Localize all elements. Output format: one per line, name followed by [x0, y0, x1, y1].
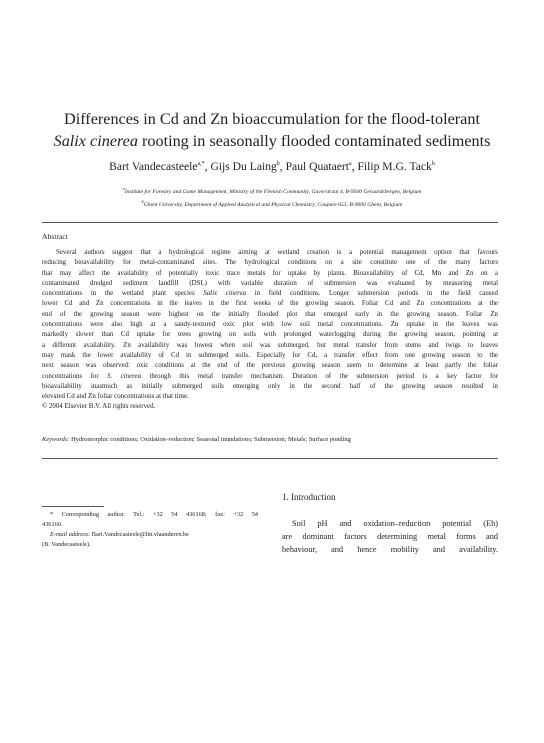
footnote-line: * Corresponding author. Tel.: +32 54 436168; fax: +32 54: [50, 511, 258, 518]
affiliation-mark: b: [141, 199, 144, 204]
author-name: Bart Vandecasteele: [109, 160, 198, 173]
abstract-line: end of the growing season were highest on the initially flooded plot that emerged early in the growing season. Foliar Zn: [42, 310, 498, 318]
abstract-species: Salix cinerea: [203, 290, 247, 298]
email-label: E-mail address:: [50, 531, 91, 538]
introduction-heading: 1. Introduction: [282, 492, 336, 502]
introduction-line: are dominant factors determining metal forms and: [282, 532, 498, 541]
abstract-line: elevated Cd and Zn foliar concentrations at that time.: [42, 393, 189, 401]
abstract-line-rest: through this metal transfer mechanism. Duration of the submersion period is a key factor for: [141, 372, 498, 380]
abstract-line: may mask the lower availability of Cd in submerged soils. Especially for Cd, a transfer effect from one growing season to the: [42, 351, 498, 359]
affiliation-text: Institute for Forestry and Game Management, Ministry of the Flemish Community, Gaverstraat 4, B-9500 Geraardsbergen, Belgium: [124, 189, 422, 195]
author-separator: ,: [351, 160, 358, 173]
paper-title: [30, 108, 514, 152]
author-affil-mark: a,*: [197, 161, 205, 167]
author-name: Gijs Du Laing: [210, 160, 277, 173]
abstract-line: a different availability. Zn availability was lowest when soil was submerged, but metal transfer from stems and twigs to leaves: [42, 341, 498, 349]
abstract-line: contaminated dredged sediment landfill (DSL) with variable duration of submersion was evaluated by measuring metal: [42, 279, 498, 287]
author-separator: ,: [204, 160, 211, 173]
title-line-1: Differences in Cd and Zn bioaccumulation for the flood-tolerant: [64, 110, 480, 128]
author-name: Paul Quataert: [285, 160, 350, 173]
abstract-line: [42, 289, 498, 299]
affiliation-text: Ghent University, Department of Applied Analytical and Physical Chemistry, Coupure 653, B-9000 Ghent, Belgium: [143, 202, 403, 208]
abstract-top-divider: [42, 222, 498, 223]
affiliation-a: [40, 184, 504, 197]
abstract-line-start: concentrations for: [42, 372, 108, 380]
keywords-text: Hydromorphic conditions; Oxidation–reduction; Seasonal inundations; Submersion; Metals; Surface ponding: [69, 436, 351, 443]
author-affil-mark: b: [276, 161, 280, 167]
footnote-line: (B. Vandecasteele).: [42, 541, 91, 548]
keywords-label: Keywords:: [42, 436, 70, 443]
footnote-divider: [42, 506, 104, 507]
abstract-bottom-divider: [42, 458, 498, 459]
abstract-line-start: concentrations in the wetland plant species: [42, 290, 204, 298]
abstract-line: next season was observed: oxic conditions at the end of the previous growing season seem to determine at least partly the foliar: [42, 362, 498, 370]
abstract-line: [42, 372, 498, 382]
author-affil-mark: a: [349, 161, 352, 167]
introduction-line: Soil pH and oxidation–reduction potential (Eh): [292, 519, 498, 528]
affiliations: [40, 184, 504, 210]
footnote-line: 436160.: [42, 521, 63, 528]
abstract-line: bioavailability inasmuch as initially submerged soils emerging only in the second half of the growing season resulted in: [42, 382, 498, 390]
affiliation-b: [40, 197, 504, 210]
abstract-line-rest: in field conditions. Longer submersion periods in the field caused: [246, 290, 498, 298]
title-species: Salix cinerea: [53, 132, 138, 150]
title-line-2-rest: rooting in seasonally flooded contaminated sediments: [137, 132, 491, 150]
author-affil-mark: b: [431, 161, 435, 167]
abstract-line: Several authors suggest that a hydrological regime aiming at wetland creation is a potential management option that favours: [56, 249, 498, 256]
email-address: Bart.Vandecasteele@lin.vlaanderen.be: [90, 531, 189, 538]
title-line-2: [30, 130, 514, 152]
footnote-email-line: [42, 530, 258, 540]
introduction-line: behaviour, and hence mobility and availability.: [282, 545, 498, 554]
abstract-line: that may affect the availability of potentially toxic trace metals for uptake by plants. Bioavailability of Cd, Mn and Zn on a: [42, 269, 498, 277]
author-name: Filip M.G. Tack: [357, 160, 432, 173]
corresponding-author-footnote: [42, 510, 258, 550]
abstract-line: reducing bioavailability for metal-contaminated sites. The hydrological conditions on a site constitute one of the many factors: [42, 259, 498, 267]
abstract-heading: Abstract: [42, 232, 68, 241]
author-separator: ,: [279, 160, 286, 173]
abstract-line: concentrations were also high at a sandy-textured oxic plot with low soil metal concentrations. Zn uptake in the leaves was: [42, 321, 498, 329]
affiliation-mark: a: [122, 186, 125, 191]
abstract-species: S. cinerea: [107, 372, 142, 380]
introduction-body: [282, 517, 498, 556]
keywords: [42, 436, 498, 443]
author-list: [20, 160, 524, 173]
abstract-line: markedly slower than Cd uptake for trees growing on soils with prolonged waterlogging during the growing season, pointing at: [42, 331, 498, 339]
abstract-body: [42, 248, 498, 413]
abstract-line: lower Cd and Zn concentrations in the leaves in the first weeks of the growing season. Foliar Cd and Zn concentrations at the: [42, 300, 498, 308]
copyright-line: © 2004 Elsevier B.V. All rights reserved.: [42, 403, 156, 411]
